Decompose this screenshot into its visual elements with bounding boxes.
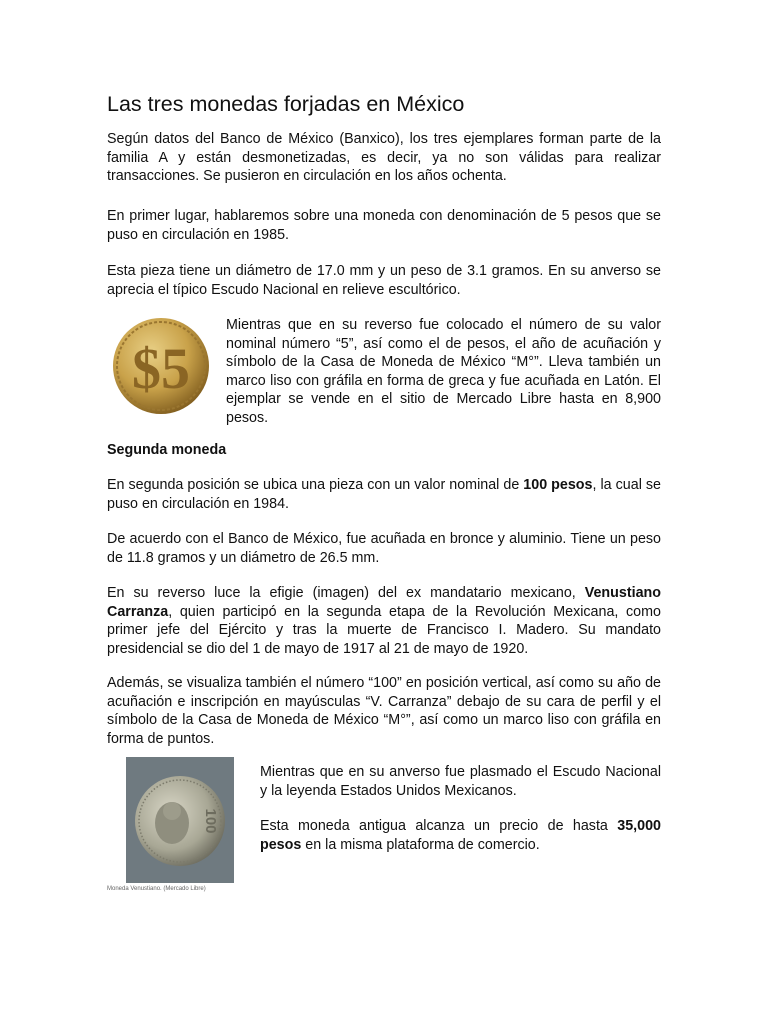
second-coin-inscription-paragraph: Además, se visualiza también el número “100” en posición vertical, así como su año de acuñación e inscripción en mayúsculas “V. Carranza” debajo de su cara de perfil y el símbolo de la Casa de Moneda de México “M°”, así como un marco liso con gráfila en forma de puntos. xyxy=(107,675,661,747)
five-peso-coin-image xyxy=(107,312,215,420)
second-coin-obverse-paragraph: Mientras que en su anverso fue plasmado el Escudo Nacional y la leyenda Estados Unidos Mexicanos. xyxy=(260,764,661,799)
svg-text:$5: $5 xyxy=(132,336,190,401)
second-coin-paragraph: En segunda posición se ubica una pieza con un valor nominal de 100 pesos, la cual se puso en circulación en 1984. xyxy=(107,477,661,512)
page-title: Las tres monedas forjadas en México xyxy=(107,92,465,116)
second-coin-reverse-paragraph: En su reverso luce la efigie (imagen) del ex mandatario mexicano, Venustiano Carranza, quien participó en la segunda etapa de la Revolución Mexicana, como primer jefe del Ejército y tras la muerte de Francisco I. Madero. Su mandato presidencial se dio del 1 de mayo de 1917 al 21 de mayo de 1920. xyxy=(107,585,661,657)
coin-image-caption: Moneda Venustiano. (Mercado Libre) xyxy=(107,886,206,892)
intro-paragraph: Según datos del Banco de México (Banxico), los tres ejemplares forman parte de la familia A y están desmonetizadas, es decir, ya no son válidas para realizar transacciones. Se pusieron en circulación en los años ochenta. xyxy=(107,131,661,185)
first-coin-paragraph: En primer lugar, hablaremos sobre una moneda con denominación de 5 pesos que se puso en circulación en 1985. xyxy=(107,208,661,243)
first-coin-reverse-paragraph: Mientras que en su reverso fue colocado el número de su valor nominal número “5”, así como el de pesos, el año de acuñación y símbolo de la Casa de Moneda de México “M°”. Lleva también un marco liso con gráfila en forma de greca y fue acuñada en Latón. El ejemplar se vende en el sitio de Mercado Libre hasta en 8,900 pesos. xyxy=(226,317,661,426)
hundred-peso-coin-image xyxy=(107,757,234,892)
svg-text:100: 100 xyxy=(202,808,219,834)
second-coin-price-paragraph: Esta moneda antigua alcanza un precio de hasta 35,000 pesos en la misma plataforma de comercio. xyxy=(260,818,661,853)
first-coin-details-paragraph: Esta pieza tiene un diámetro de 17.0 mm y un peso de 3.1 gramos. En su anverso se aprecia el típico Escudo Nacional en relieve escultórico. xyxy=(107,263,661,298)
section-heading-second-coin: Segunda moneda xyxy=(107,442,227,458)
second-coin-material-paragraph: De acuerdo con el Banco de México, fue acuñada en bronce y aluminio. Tiene un peso de 11.8 gramos y un diámetro de 26.5 mm. xyxy=(107,531,661,566)
